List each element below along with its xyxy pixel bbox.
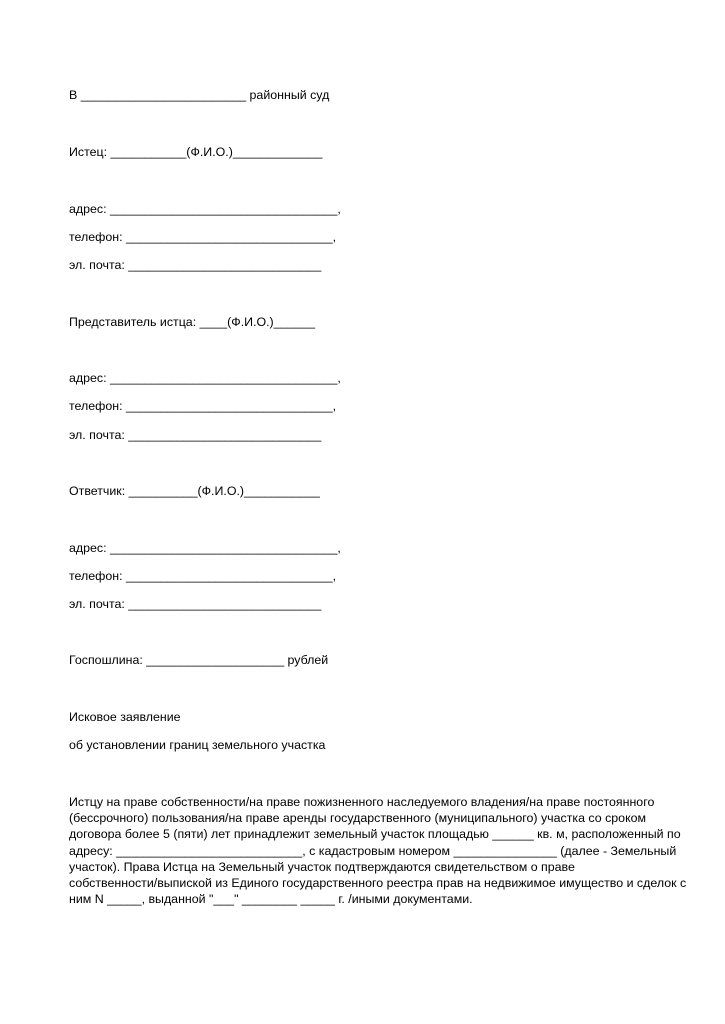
plaintiff-email-line: эл. почта: ____________________________ — [69, 258, 322, 272]
plaintiff-address-line: адрес: _________________________________, — [69, 202, 341, 216]
body-line: собственности/выпиской из Единого государственного реестра прав на недвижимое имущество и сделок с — [69, 876, 687, 891]
representative-email-line: эл. почта: ____________________________ — [69, 428, 322, 442]
court-line: В ________________________ районный суд — [69, 88, 330, 102]
state-fee-line: Госпошлина: ____________________ рублей — [69, 653, 329, 667]
representative-name-line: Представитель истца: ____(Ф.И.О.)______ — [69, 315, 316, 329]
defendant-address-line: адрес: _________________________________, — [69, 541, 341, 555]
plaintiff-name-line: Истец: ___________(Ф.И.О.)_____________ — [69, 145, 323, 159]
document-title: Исковое заявление — [69, 710, 181, 724]
defendant-email-line: эл. почта: ____________________________ — [69, 597, 322, 611]
body-line: (бессрочного) пользования/на праве аренды государственного (муниципального) участка со сроком — [69, 811, 647, 826]
representative-address-line: адрес: _________________________________, — [69, 371, 341, 385]
body-line: адресу: ___________________________, с кадастровым номером _______________ (далее - Земельный — [69, 843, 677, 858]
defendant-phone-line: телефон: ______________________________, — [69, 569, 337, 583]
body-line: ним N _____, выданной "___" ________ _____ г. /иными документами. — [69, 892, 473, 907]
body-line: Истцу на праве собственности/на праве пожизненного наследуемого владения/на праве постоянного — [69, 795, 655, 809]
body-line: участок). Права Истца на Земельный участок подтверждаются свидетельством о праве — [69, 859, 575, 874]
claim-body-paragraph — [69, 794, 709, 907]
representative-phone-line: телефон: ______________________________, — [69, 399, 337, 413]
document-subtitle: об установлении границ земельного участка — [69, 738, 326, 752]
body-line: договора более 5 (пяти) лет принадлежит земельный участок площадью ______ кв. м, расположенный по — [69, 827, 681, 842]
defendant-name-line: Ответчик: __________(Ф.И.О.)___________ — [69, 484, 320, 498]
plaintiff-phone-line: телефон: ______________________________, — [69, 230, 337, 244]
